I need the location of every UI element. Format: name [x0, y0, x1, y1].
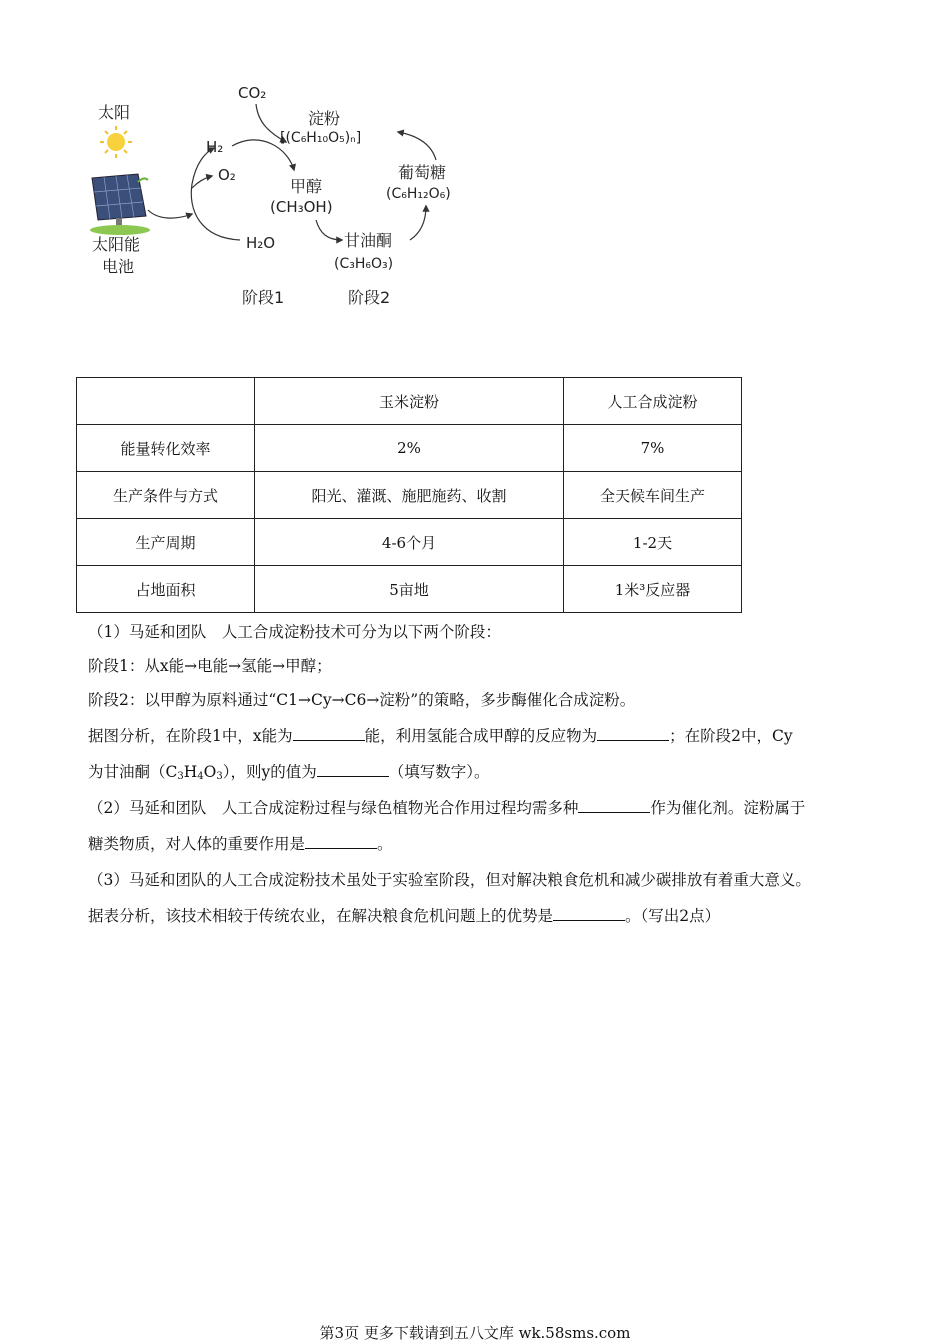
q1-sub-4: 4 — [197, 771, 204, 782]
page-footer: 第3页 更多下载请到五八文库 wk.58sms.com — [319, 1324, 631, 1342]
q2-line2 — [88, 832, 878, 856]
q1-text-b: 能，利用氢能合成甲醇的反应物为 — [364, 727, 598, 745]
table-cell: 7% — [564, 425, 742, 472]
answer-blank-y-value[interactable] — [317, 760, 389, 777]
table-cell: 能量转化效率 — [77, 425, 255, 472]
q3-text-b: 据表分析，该技术相较于传统农业，在解决粮食危机问题上的优势是 — [88, 907, 554, 925]
q1-text-d5: O — [203, 763, 217, 781]
q3-line2 — [88, 904, 878, 928]
q3-line1: （3）马延和团队的人工合成淀粉技术虽处于实验室阶段，但对解决粮食危机和减少碳排放有着重大意义。 — [88, 871, 811, 889]
table-cell: 4-6个月 — [255, 519, 564, 566]
stage1-label: 阶段1 — [242, 288, 285, 307]
sun-label: 太阳 — [98, 103, 131, 122]
h2o-label: H₂O — [246, 234, 276, 252]
table-cell: 占地面积 — [77, 566, 255, 613]
q1-text-e: （填写数字）。 — [388, 763, 490, 781]
table-cell: 2% — [255, 425, 564, 472]
answer-blank-advantages[interactable] — [553, 904, 625, 921]
table-cell: 5亩地 — [255, 566, 564, 613]
q1-text-d7: ），则y的值为 — [222, 763, 317, 781]
table-cell: 1米³反应器 — [564, 566, 742, 613]
table-cell: 阳光、灌溉、施肥施药、收割 — [255, 472, 564, 519]
q1-line2 — [88, 760, 878, 789]
q1-sub-3a: 3 — [177, 771, 184, 782]
answer-blank-x-energy[interactable] — [293, 724, 365, 741]
table-cell: 1-2天 — [564, 519, 742, 566]
table-header-cell: 玉米淀粉 — [255, 378, 564, 425]
starch-synthesis-diagram — [80, 70, 480, 320]
q2-text-d: 。 — [377, 835, 393, 853]
q1-text-d1: 为甘油酮（C — [88, 763, 178, 781]
table-header-cell — [77, 378, 255, 425]
h2-label: H₂ — [206, 138, 224, 156]
answer-blank-starch-role[interactable] — [305, 832, 377, 849]
starch-formula: [(C₆H₁₀O₅)ₙ] — [280, 130, 362, 146]
methanol-label: 甲醇 — [290, 177, 323, 196]
table-row — [77, 472, 742, 519]
panel-label-line2: 电池 — [102, 257, 135, 276]
table-row — [77, 425, 742, 472]
table-cell: 生产周期 — [77, 519, 255, 566]
solar-panel-icon — [90, 174, 150, 235]
table-row — [77, 519, 742, 566]
sun-icon — [100, 126, 132, 158]
q1-text-c: ；在阶段2中，Cy — [669, 727, 793, 745]
glucose-formula: (C₆H₁₂O₆) — [386, 186, 451, 202]
panel-label-line1: 太阳能 — [92, 235, 141, 254]
comparison-table — [76, 377, 742, 613]
q1-sub-3b: 3 — [216, 771, 223, 782]
table-cell: 全天候车间生产 — [564, 472, 742, 519]
dha-label: 甘油酮 — [344, 231, 393, 250]
stage2-line: 阶段2：以甲醇为原料通过“C1→Cy→C6→淀粉”的策略，多步酶催化合成淀粉。 — [88, 691, 636, 709]
table-cell: 生产条件与方式 — [77, 472, 255, 519]
q2-text-c: 糖类物质，对人体的重要作用是 — [88, 835, 306, 853]
q1-intro: （1）马延和团队 人工合成淀粉技术可分为以下两个阶段： — [88, 623, 501, 641]
q1-text-a: 据图分析，在阶段1中，x能为 — [88, 727, 293, 745]
glucose-label: 葡萄糖 — [398, 163, 447, 182]
co2-label: CO₂ — [238, 84, 267, 102]
table-row — [77, 566, 742, 613]
methanol-formula: (CH₃OH) — [270, 198, 333, 216]
starch-label: 淀粉 — [308, 109, 341, 128]
answer-blank-reactants[interactable] — [597, 724, 669, 741]
table-header-cell: 人工合成淀粉 — [564, 378, 742, 425]
q1-text-d3: H — [183, 763, 198, 781]
q1-line1 — [88, 724, 878, 748]
q3-text-c: 。（写出2点） — [625, 907, 721, 925]
o2-label: O₂ — [218, 166, 236, 184]
dha-formula: (C₃H₆O₃) — [334, 256, 394, 272]
q2-line1 — [88, 796, 878, 820]
answer-blank-catalyst[interactable] — [578, 796, 650, 813]
stage1-line: 阶段1：从x能→电能→氢能→甲醇； — [88, 657, 332, 675]
table-header-row — [77, 378, 742, 425]
stage2-label: 阶段2 — [348, 288, 391, 307]
q2-text-a: （2）马延和团队 人工合成淀粉过程与绿色植物光合作用过程均需多种 — [88, 799, 579, 817]
q2-text-b: 作为催化剂。淀粉属于 — [650, 799, 806, 817]
